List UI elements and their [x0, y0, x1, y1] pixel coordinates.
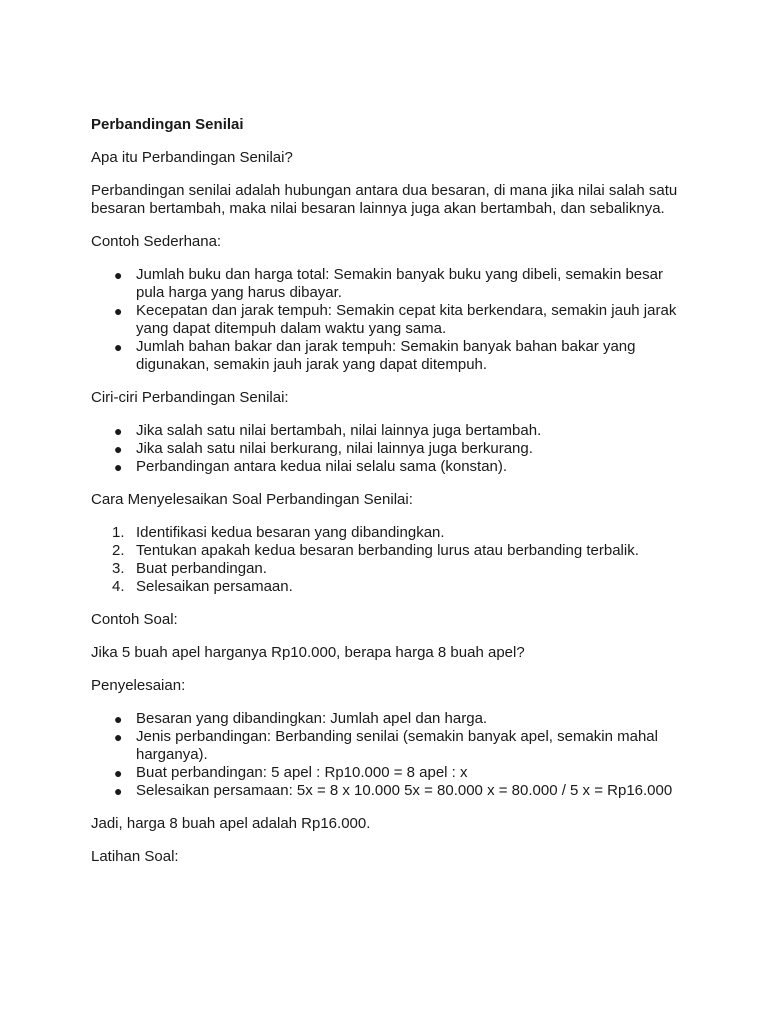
list-item: ● Selesaikan persamaan: 5x = 8 x 10.000 5x = 80.000 x = 80.000 / 5 x = Rp16.000 — [114, 782, 673, 799]
solution-list — [91, 710, 678, 800]
bullet-icon: ● — [114, 423, 123, 439]
bullet-icon: ● — [114, 459, 123, 475]
definition-paragraph: Perbandingan senilai adalah hubungan antara dua besaran, di mana jika nilai salah satu besaran bertambah, maka nilai besaran lainnya juga akan bertambah, dan sebaliknya. — [91, 182, 678, 217]
list-item: ● Buat perbandingan: 5 apel : Rp10.000 = 8 apel : x — [114, 764, 468, 781]
examples-heading: Contoh Sederhana: — [91, 233, 222, 250]
step-number: 1. — [112, 524, 125, 541]
list-item: ● Jika salah satu nilai berkurang, nilai lainnya juga berkurang. — [114, 440, 533, 457]
sample-question: Jika 5 buah apel harganya Rp10.000, berapa harga 8 buah apel? — [91, 644, 525, 661]
bullet-icon: ● — [114, 711, 123, 727]
list-item: ● Jika salah satu nilai bertambah, nilai lainnya juga bertambah. — [114, 422, 542, 439]
list-item: 1. Identifikasi kedua besaran yang dibandingkan. — [112, 524, 445, 541]
list-item: ● Perbandingan antara kedua nilai selalu sama (konstan). — [114, 458, 508, 475]
bullet-icon: ● — [114, 441, 123, 457]
list-item: ● Besaran yang dibandingkan: Jumlah apel dan harga. — [114, 710, 488, 727]
bullet-icon: ● — [114, 339, 123, 355]
step-number: 3. — [112, 560, 125, 577]
document-title: Perbandingan Senilai — [91, 116, 244, 133]
question-heading: Apa itu Perbandingan Senilai? — [91, 149, 293, 166]
list-item: 2. Tentukan apakah kedua besaran berbanding lurus atau berbanding terbalik. — [112, 542, 639, 559]
steps-heading: Cara Menyelesaikan Soal Perbandingan Senilai: — [91, 491, 413, 508]
list-item: ● Jumlah buku dan harga total: Semakin banyak buku yang dibeli, semakin besar pula harga yang harus dibayar. — [114, 266, 663, 301]
list-item: 4. Selesaikan persamaan. — [112, 578, 293, 595]
list-item: ● Jumlah bahan bakar dan jarak tempuh: Semakin banyak bahan bakar yang digunakan, semakin jauh jarak yang dapat ditempuh. — [114, 338, 636, 373]
step-number: 4. — [112, 578, 125, 595]
bullet-icon: ● — [114, 765, 123, 781]
steps-list — [91, 524, 678, 596]
bullet-icon: ● — [114, 729, 123, 745]
step-number: 2. — [112, 542, 125, 559]
features-list — [91, 422, 678, 476]
features-heading: Ciri-ciri Perbandingan Senilai: — [91, 389, 289, 406]
bullet-icon: ● — [114, 783, 123, 799]
conclusion-paragraph: Jadi, harga 8 buah apel adalah Rp16.000. — [91, 815, 371, 832]
solution-heading: Penyelesaian: — [91, 677, 186, 694]
list-item: 3. Buat perbandingan. — [112, 560, 267, 577]
bullet-icon: ● — [114, 267, 123, 283]
examples-list — [91, 266, 678, 374]
list-item: ● Jenis perbandingan: Berbanding senilai (semakin banyak apel, semakin mahal harganya). — [114, 728, 658, 763]
list-item: ● Kecepatan dan jarak tempuh: Semakin cepat kita berkendara, semakin jauh jarak yang dapat ditempuh dalam waktu yang sama. — [114, 302, 677, 337]
exercise-heading: Latihan Soal: — [91, 848, 179, 865]
bullet-icon: ● — [114, 303, 123, 319]
sample-heading: Contoh Soal: — [91, 611, 178, 628]
